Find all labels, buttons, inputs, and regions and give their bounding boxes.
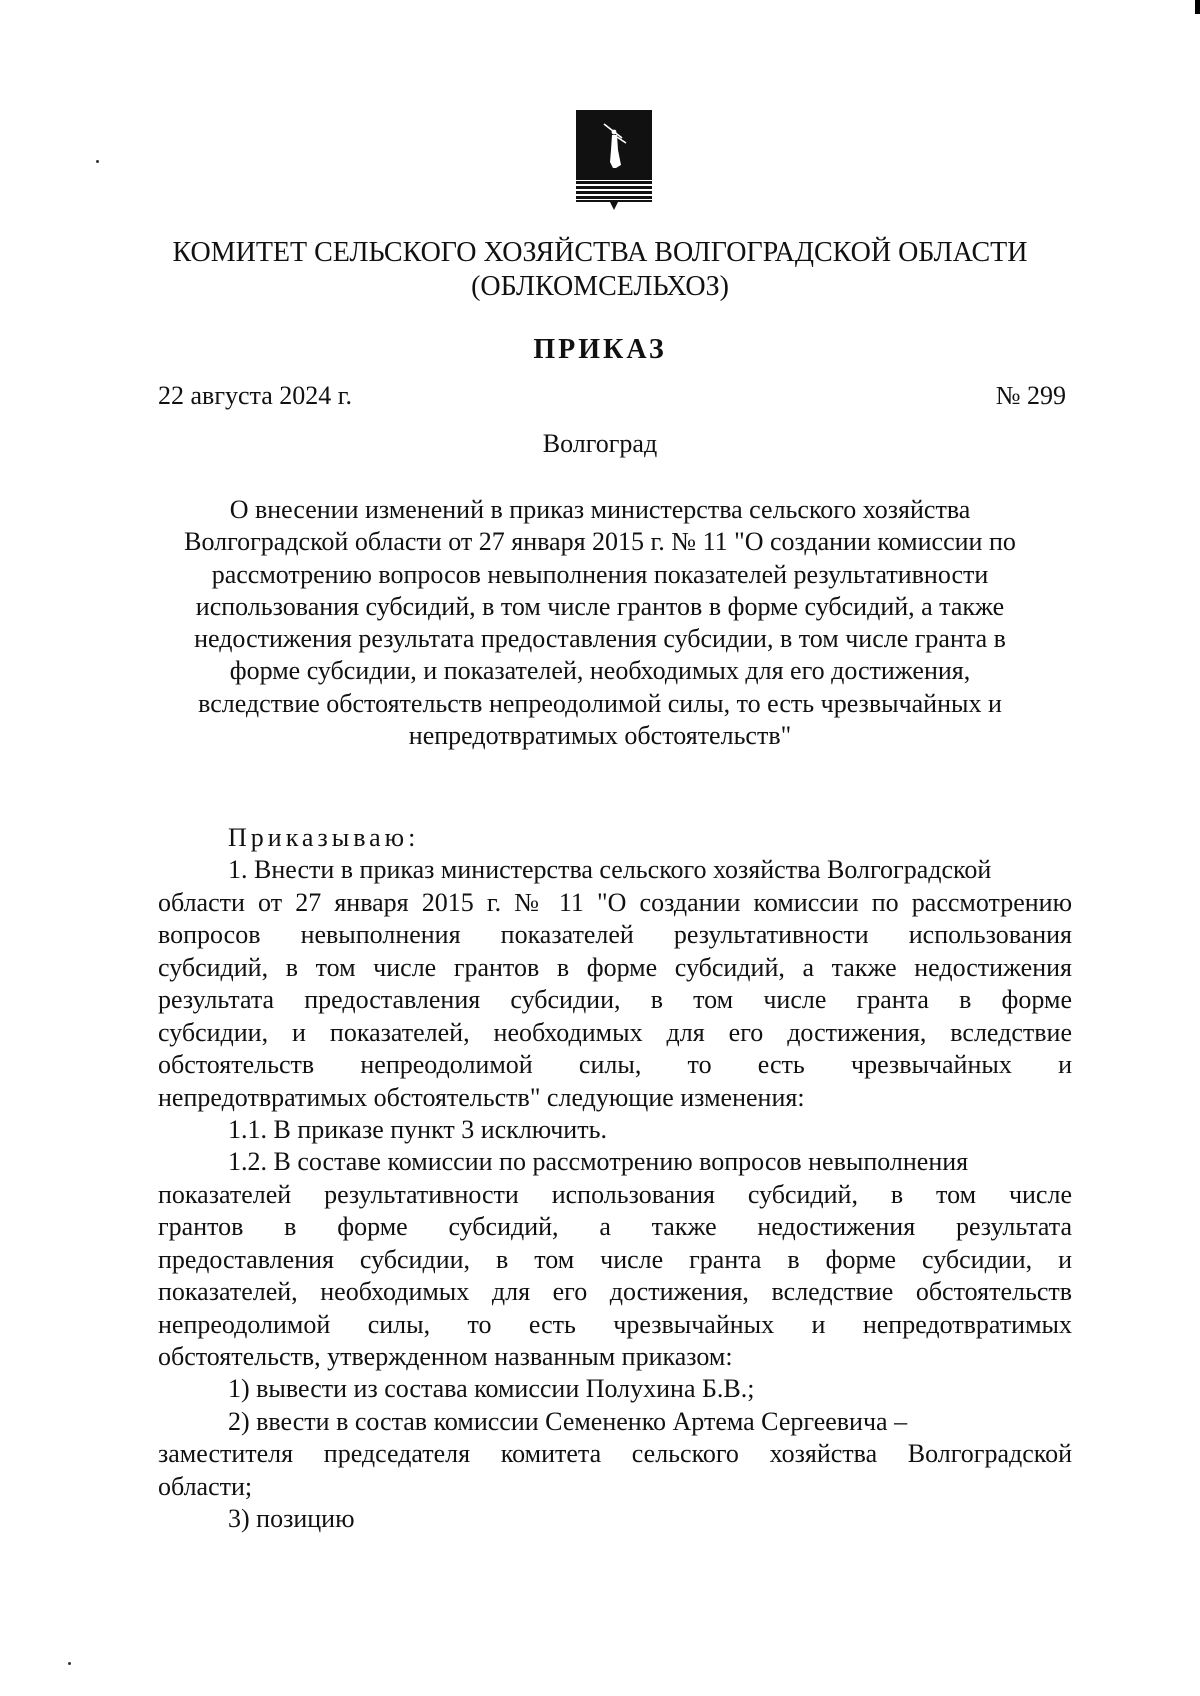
document-subject — [0, 494, 1200, 752]
organization-name-line2: (ОБЛКОМСЕЛЬХОЗ) — [471, 271, 729, 302]
body-line: обстоятельств, утвержденном названным приказом: — [158, 1342, 733, 1371]
body-line: грантов в форме субсидий, а также недостижения результата — [158, 1212, 1072, 1242]
document-body — [158, 822, 1072, 1536]
subject-line: использования субсидий, в том числе грантов в форме субсидий, а также — [195, 591, 1005, 621]
subject-line: непредотвратимых обстоятельств" — [408, 721, 792, 751]
body-line: заместителя председателя комитета сельского хозяйства Волгоградской — [158, 1439, 1072, 1469]
body-line: показателей результативности использования субсидий, в том числе — [158, 1179, 1072, 1209]
document-city: Волгоград — [542, 429, 658, 458]
document-number: № 299 — [995, 381, 1066, 410]
body-line: предоставления субсидии, в том числе гранта в форме субсидии, и — [158, 1244, 1072, 1274]
document-type-title: ПРИКАЗ — [533, 334, 667, 365]
body-line: 1.1. В приказе пункт 3 исключить. — [228, 1114, 607, 1144]
scan-speck — [96, 160, 99, 163]
organization-name-line1: КОМИТЕТ СЕЛЬСКОГО ХОЗЯЙСТВА ВОЛГОГРАДСКОЙ ОБЛАСТИ — [172, 237, 1028, 268]
body-line: вопросов невыполнения показателей результативности использования — [158, 920, 1072, 950]
body-line: обстоятельств непреодолимой силы, то есть чрезвычайных и — [158, 1050, 1072, 1080]
body-line: 1. Внести в приказ министерства сельского хозяйства Волгоградской — [228, 855, 992, 885]
body-line: области от 27 января 2015 г. № 11 "О создании комиссии по рассмотрению — [158, 887, 1072, 917]
subject-line: форме субсидии, и показателей, необходимых для его достижения, — [229, 656, 971, 686]
scan-speck — [68, 1662, 71, 1665]
subject-line: вследствие обстоятельств непреодолимой силы, то есть чрезвычайных и — [198, 688, 1002, 718]
body-line: 1.2. В составе комиссии по рассмотрению вопросов невыполнения — [228, 1147, 969, 1177]
body-line: непреодолимой силы, то есть чрезвычайных и непредотвратимых — [158, 1309, 1072, 1339]
body-line: результата предоставления субсидии, в том числе гранта в форме — [158, 985, 1072, 1015]
body-line: непредотвратимых обстоятельств" следующие изменения: — [158, 1082, 805, 1112]
volgograd-emblem-icon — [574, 110, 654, 210]
subject-line: рассмотрению вопросов невыполнения показателей результативности — [211, 559, 989, 589]
body-line: 1) вывести из состава комиссии Полухина Б.В.; — [228, 1374, 755, 1404]
body-line: показателей, необходимых для его достижения, вследствие обстоятельств — [158, 1277, 1072, 1307]
body-line: субсидии, и показателей, необходимых для его достижения, вследствие — [158, 1017, 1072, 1047]
document-date: 22 августа 2024 г. — [158, 381, 352, 410]
body-line: субсидий, в том числе грантов в форме субсидий, а также недостижения — [158, 952, 1072, 982]
subject-line: Волгоградской области от 27 января 2015 г. № 11 "О создании комиссии по — [184, 527, 1016, 557]
subject-line: недостижения результата предоставления субсидии, в том числе гранта в — [194, 624, 1006, 654]
order-word: Приказываю: — [228, 823, 420, 852]
body-line: области; — [158, 1471, 253, 1501]
body-line: 2) ввести в состав комиссии Семененко Артема Сергеевича – — [228, 1406, 908, 1436]
subject-line: О внесении изменений в приказ министерства сельского хозяйства — [229, 495, 971, 524]
body-line: 3) позицию — [228, 1504, 355, 1534]
scan-edge-mark — [1195, 0, 1200, 14]
